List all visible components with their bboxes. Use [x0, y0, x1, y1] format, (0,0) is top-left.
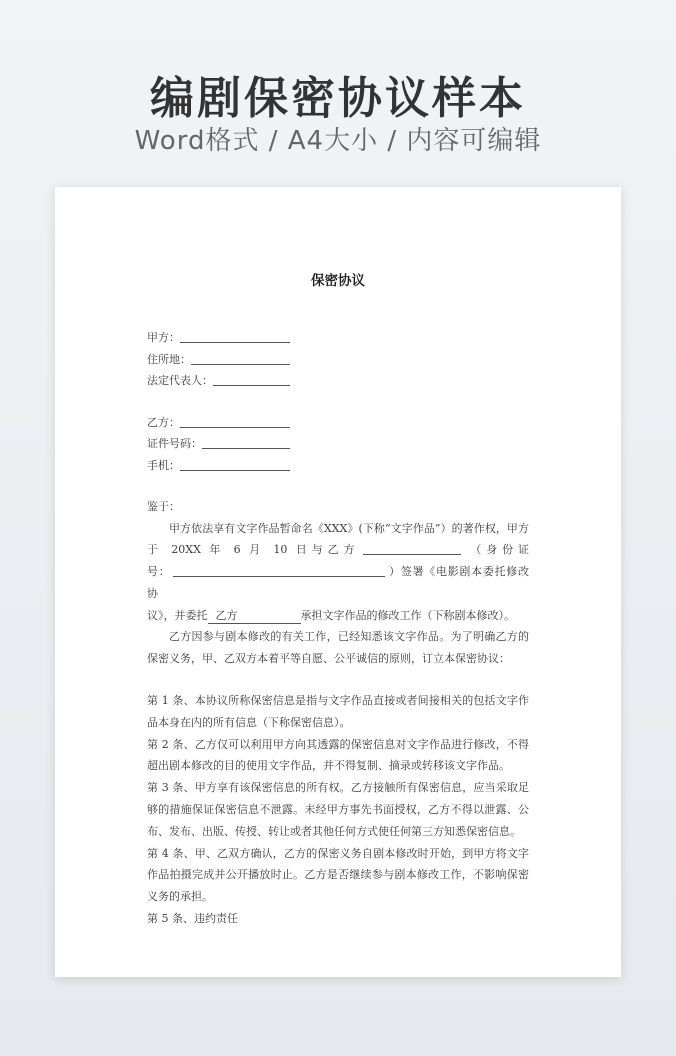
party-b-id-label: 证件号码： — [147, 437, 202, 450]
party-a-rep-blank — [213, 372, 290, 386]
party-b-name-field — [147, 412, 529, 434]
para1-line2 — [147, 539, 529, 561]
party-a-rep-label: 法定代表人： — [147, 374, 213, 387]
banner-subtitle: Word格式 / A4大小 / 内容可编辑 — [134, 126, 542, 156]
para2: 乙方因参与剧本修改的有关工作，已经知悉该文字作品。为了明确乙方的保密义务，甲、乙双方本着平等自愿、公平诚信的原则，订立本保密协议： — [147, 630, 529, 666]
document-body — [147, 269, 529, 930]
party-b-id-field — [147, 433, 529, 455]
whereas-label: 鉴于： — [147, 500, 180, 513]
para1-line4-b: 承担文字作品的修改工作（下称剧本修改）。 — [300, 608, 515, 622]
banner-title: 编剧保密协议样本 — [150, 73, 526, 124]
para1-line3-a: 号： — [147, 565, 171, 579]
party-a-address-label: 住所地： — [147, 352, 191, 366]
article-1: 第 1 条、本协议所称保密信息是指与文字作品直接或者间接相关的包括文字作品本身在内的所有信息（下称保密信息）。 — [147, 694, 529, 729]
party-a-name-blank — [180, 329, 290, 343]
article-4: 第 4 条、甲、乙双方确认，乙方的保密义务自剧本修改时开始，到甲方将文字作品拍摄完成并公开播放时止。乙方是否继续参与剧本修改工作，不影响保密义务的承担。 — [147, 846, 529, 904]
party-b-phone-blank — [180, 457, 290, 471]
para1-line2-b: （身份证 — [465, 543, 530, 557]
party-b-name-blank — [180, 414, 290, 428]
party-a-address-field — [147, 349, 529, 371]
party-a-rep-field — [147, 370, 529, 392]
party-b-phone-field — [147, 455, 529, 477]
party-a-name-label: 甲方： — [147, 331, 180, 344]
para1-line2-a: 于 20XX 年 6 月 10 日与乙方 — [147, 543, 360, 557]
article-5: 第 5 条、违约责任 — [147, 912, 238, 926]
para1-line3 — [147, 561, 529, 605]
document-title: 保密协议 — [311, 273, 365, 289]
party-a-name-field — [147, 327, 529, 349]
para1-line3-b: ）签署《电影剧本委托修改协 — [147, 565, 530, 600]
article-3: 第 3 条、甲方享有该保密信息的所有权。乙方接触所有保密信息，应当采取足够的措施保证保密信息不泄露。未经甲方事先书面授权，乙方不得以泄露、公布、发布、出版、传授、转让或者其他任何方式使任何第三方知悉保密信息。 — [147, 781, 529, 838]
party-b-name-label: 乙方： — [147, 415, 180, 429]
delegate-fill: 乙方 — [208, 609, 301, 624]
party-b-id-blank — [202, 435, 290, 449]
para1-line1: 甲方依法享有文字作品暂命名《XXX》(下称“文字作品”）的著作权，甲方 — [169, 521, 529, 535]
document-page — [55, 187, 621, 977]
para1-line4 — [147, 605, 529, 627]
article-2: 第 2 条、乙方仅可以利用甲方向其透露的保密信息对文字作品进行修改，不得超出剧本修改的目的使用文字作品，并不得复制、摘录或转移该文字作品。 — [147, 737, 529, 773]
para1-line4-a: 议》，并委托 — [147, 608, 208, 622]
party-b-blank — [363, 541, 461, 555]
party-a-address-blank — [191, 351, 290, 365]
id-number-blank — [173, 563, 385, 577]
party-b-phone-label: 手机： — [147, 458, 180, 472]
